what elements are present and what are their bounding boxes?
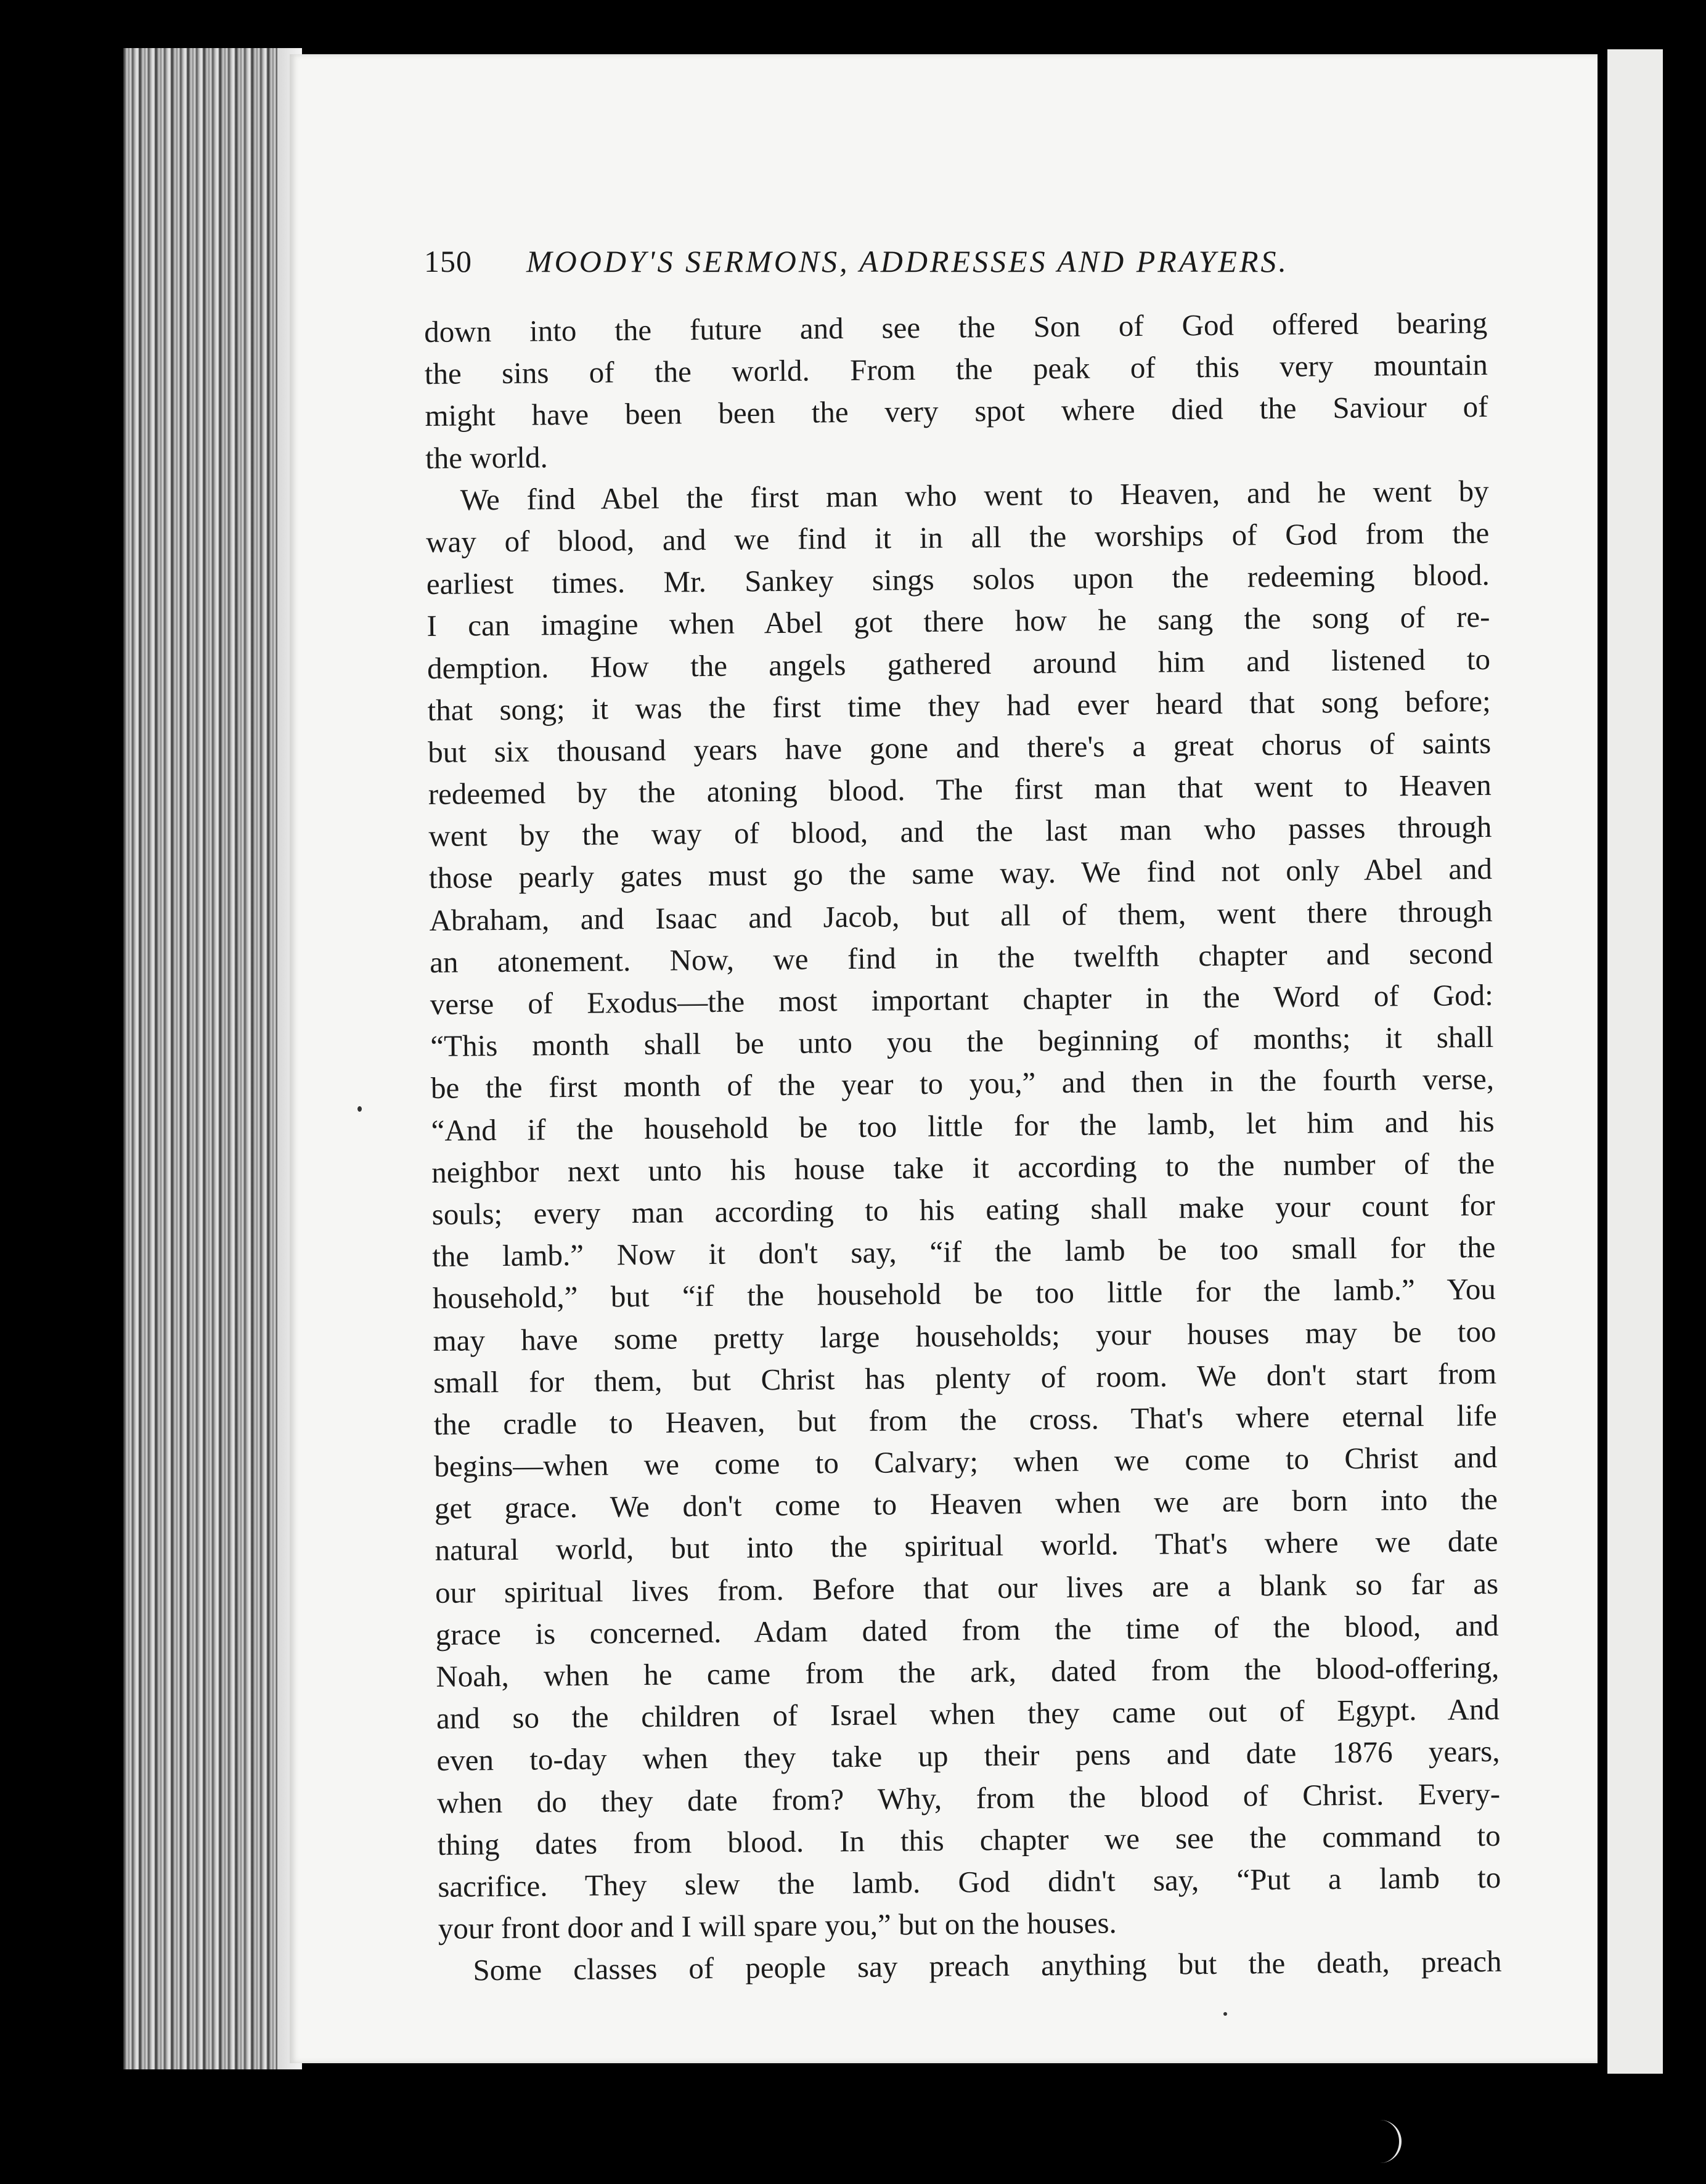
- text-line: might have been been the very spot where died the Saviour of: [425, 389, 1488, 433]
- text-line: the sins of the world. From the peak of this very mountain: [424, 348, 1488, 391]
- text-line: household,” but “if the household be too little for the lamb.” You: [432, 1272, 1496, 1316]
- text-line: the cradle to Heaven, but from the cross. That's where eternal life: [433, 1398, 1497, 1441]
- text-line: grace is concerned. Adam dated from the time of the blood, and: [435, 1608, 1499, 1652]
- text-line: those pearly gates must go the same way. We find not only Abel and: [428, 852, 1493, 895]
- text-line: Some classes of people say preach anything but the death, preach: [473, 1944, 1502, 1987]
- text-line: natural world, but into the spiritual world. That's where we date: [435, 1524, 1498, 1568]
- text-line: verse of Exodus—the most important chapter in the Word of God:: [430, 977, 1493, 1021]
- text-line: demption. How the angels gathered around him and listened to: [426, 642, 1491, 685]
- text-line: souls; every man according to his eating shall make your count for: [431, 1188, 1495, 1231]
- text-line: begins—when we come to Calvary; when we come to Christ and: [434, 1440, 1498, 1483]
- text-line: be the first month of the year to you,” and then in the fourth verse,: [430, 1062, 1495, 1106]
- text-line: went by the way of blood, and the last man who passes through: [428, 810, 1492, 854]
- page-number: 150: [424, 244, 472, 279]
- text-line: neighbor next unto his house take it according to the number of the: [431, 1146, 1495, 1189]
- text-line: the world.: [425, 439, 548, 475]
- text-line: We find Abel the first man who went to Heaven, and he went by: [460, 473, 1489, 517]
- text-line: get grace. We don't come to Heaven when we are born into the: [434, 1482, 1498, 1526]
- text-line: down into the future and see the Son of God offered bearing: [424, 305, 1488, 349]
- text-line: way of blood, and we find it in all the worships of God from the: [426, 515, 1490, 559]
- text-line: “And if the household be too little for the lamb, let him and his: [431, 1104, 1495, 1147]
- text-line: when do they date from? Why, from the blood of Christ. Every-: [436, 1776, 1501, 1820]
- text-line: redeemed by the atoning blood. The first man that went to Heaven: [428, 767, 1492, 812]
- text-line: and so the children of Israel when they came out of Egypt. And: [436, 1692, 1500, 1736]
- text-line: our spiritual lives from. Before that our lives are a blank so far as: [435, 1566, 1499, 1610]
- dust-speck: [357, 1106, 362, 1112]
- text-line: your front door and I will spare you,” but on the houses.: [438, 1905, 1117, 1946]
- running-head: [424, 243, 1373, 293]
- text-line: earliest times. Mr. Sankey sings solos upon the redeeming blood.: [426, 558, 1490, 601]
- text-line: the lamb.” Now it don't say, “if the lamb be too small for the: [432, 1230, 1496, 1274]
- book-page-edges: [123, 48, 302, 2069]
- text-line: sacrifice. They slew the lamb. God didn't say, “Put a lamb to: [438, 1860, 1501, 1904]
- text-line: I can imagine when Abel got there how he sang the song of re-: [426, 600, 1490, 643]
- dust-speck: [1223, 2012, 1227, 2016]
- text-line: even to-day when they take up their pens and date 1876 years,: [436, 1734, 1500, 1778]
- text-line: but six thousand years have gone and there's a great chorus of saints: [428, 725, 1492, 769]
- text-line: Abraham, and Isaac and Jacob, but all of them, went there through: [429, 894, 1493, 937]
- running-title: MOODY'S SERMONS, ADDRESSES AND PRAYERS.: [526, 244, 1289, 279]
- text-line: may have some pretty large households; your houses may be too: [433, 1314, 1496, 1358]
- text-line: thing dates from blood. In this chapter we see the command to: [437, 1818, 1501, 1862]
- text-line: “This month shall be unto you the beginning of months; it shall: [430, 1020, 1494, 1064]
- text-line: that song; it was the first time they had ever heard that song before;: [427, 683, 1491, 727]
- scan-artifact: [1356, 2120, 1402, 2163]
- text-line: Noah, when he came from the ark, dated from the blood-offering,: [436, 1650, 1500, 1693]
- text-line: small for them, but Christ has plenty of room. We don't start from: [433, 1356, 1497, 1400]
- text-line: an atonement. Now, we find in the twelfth chapter and second: [429, 935, 1493, 979]
- facing-page-edge: [1598, 43, 1671, 2077]
- facing-page-paper: [1607, 49, 1663, 2074]
- body-text: [424, 302, 1502, 1992]
